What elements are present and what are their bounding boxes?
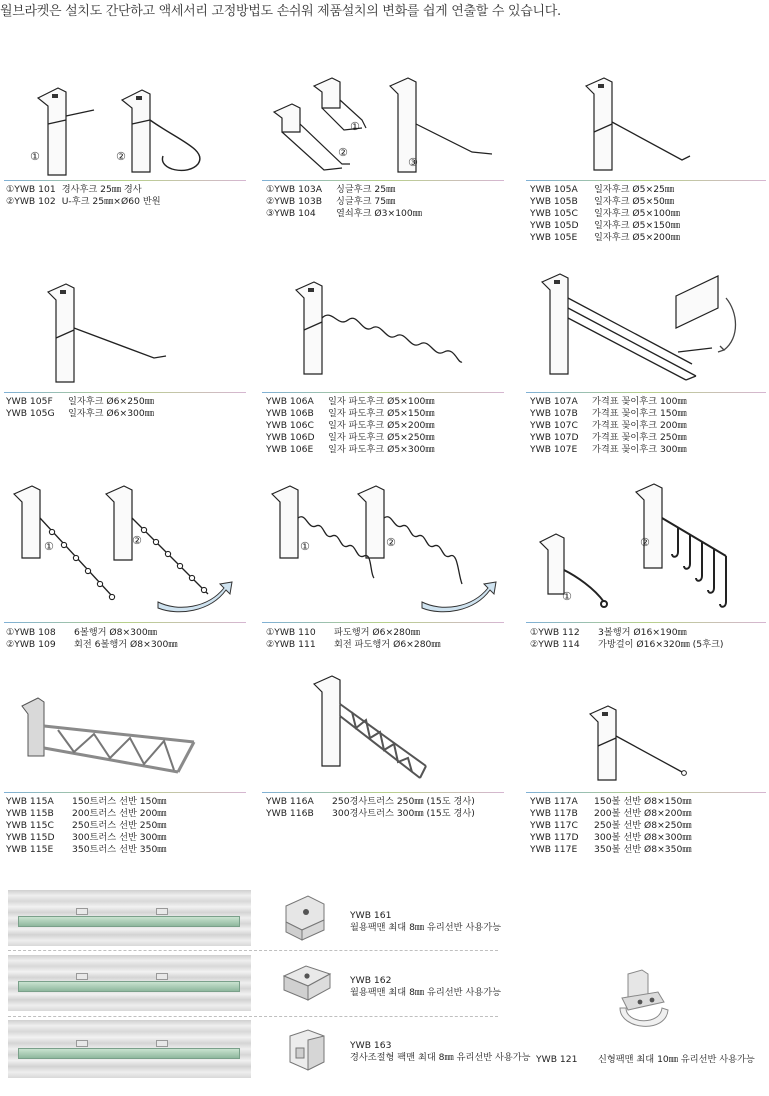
clip-bracket [156, 1040, 168, 1047]
clip-code: YWB 161 [350, 910, 392, 921]
product-desc: 일자 파도후크 Ø5×150㎜ [328, 408, 435, 419]
product-code: ②YWB 111 [266, 639, 316, 650]
product-code: YWB 105E [530, 232, 578, 243]
product-desc: 300볼 선반 Ø8×300㎜ [594, 832, 692, 843]
glass-shelf-photo-1 [8, 890, 251, 946]
product-code: YWB 106B [266, 408, 314, 419]
product-code: YWB 105D [530, 220, 579, 231]
product-code: YWB 117A [530, 796, 578, 807]
spec-list-ywb105f-g [6, 396, 154, 420]
spec-list-ywb106a-e [266, 396, 435, 456]
divider [526, 622, 766, 623]
product-desc: 일자후크 Ø5×200㎜ [594, 232, 680, 243]
spec-list-ywb105a-e [530, 184, 680, 244]
product-illustration-ywb110-111 [262, 478, 502, 620]
clip-bracket [156, 973, 168, 980]
spec-list-ywb110-111 [266, 627, 441, 651]
product-code: YWB 117B [530, 808, 578, 819]
product-code: YWB 107E [530, 444, 578, 455]
product-code: YWB 107D [530, 432, 579, 443]
clip-desc: 월용팩맨 최대 8㎜ 유리선반 사용가능 [350, 922, 501, 933]
glass-pane [18, 916, 240, 927]
product-illustration-ywb117 [526, 700, 766, 790]
product-desc: 250볼 선반 Ø8×250㎜ [594, 820, 692, 831]
clip-code: YWB 162 [350, 975, 392, 986]
product-code: YWB 115A [6, 796, 54, 807]
product-desc: 일자 파도후크 Ø5×200㎜ [328, 420, 435, 431]
product-code: YWB 117C [530, 820, 578, 831]
product-desc: 일자 파도후크 Ø5×300㎜ [328, 444, 435, 455]
marker-2: ② [640, 536, 650, 549]
product-code: YWB 105A [530, 184, 578, 195]
product-desc: 일자후크 Ø6×300㎜ [68, 408, 154, 419]
product-code: YWB 105G [6, 408, 55, 419]
clip-code: YWB 121 [536, 1054, 578, 1065]
product-illustration-ywb107a-e [526, 268, 766, 390]
hook-drawing [526, 268, 766, 390]
divider [262, 392, 504, 393]
clip-bracket [76, 973, 88, 980]
product-code: YWB 115E [6, 844, 54, 855]
product-code: YWB 105B [530, 196, 578, 207]
spec-list-ywb108-109 [6, 627, 178, 651]
product-desc: 300트러스 선반 300㎜ [72, 832, 167, 843]
divider [526, 392, 766, 393]
marker-1: ① [300, 540, 310, 553]
clip-desc: 경사조절형 팩맨 최대 8㎜ 유리선반 사용가능 [350, 1052, 531, 1063]
product-desc: 200트러스 선반 200㎜ [72, 808, 167, 819]
hook-drawing [526, 700, 766, 790]
divider [4, 392, 246, 393]
glass-pane [18, 981, 240, 992]
product-desc: 일자후크 Ø5×25㎜ [594, 184, 675, 195]
hook-drawing [8, 278, 248, 390]
product-desc: 350트러스 선반 350㎜ [72, 844, 167, 855]
product-desc: 일자 파도후크 Ø5×250㎜ [328, 432, 435, 443]
product-desc: 6볼행거 Ø8×300㎜ [74, 627, 157, 638]
product-desc: 싱글후크 75㎜ [336, 196, 396, 207]
hook-drawing [262, 670, 502, 790]
clip-ywb162-image [280, 960, 334, 1006]
divider [4, 792, 246, 793]
product-desc: 3볼행거 Ø16×190㎜ [598, 627, 687, 638]
product-desc: 150볼 선반 Ø8×150㎜ [594, 796, 692, 807]
hook-drawing [526, 74, 766, 180]
product-illustration-ywb103-104 [262, 72, 502, 180]
product-code: YWB 105F [6, 396, 53, 407]
divider [4, 622, 246, 623]
clip-ywb162-label [350, 975, 501, 999]
product-code: ①YWB 112 [530, 627, 580, 638]
product-desc: 회전 6볼행거 Ø8×300㎜ [74, 639, 178, 650]
product-code: YWB 106D [266, 432, 315, 443]
product-desc: 경사후크 25㎜ 경사 [61, 184, 142, 195]
product-illustration-ywb115 [8, 692, 248, 790]
product-desc: 300경사트러스 300㎜ (15도 경사) [332, 808, 475, 819]
product-code: YWB 107B [530, 408, 578, 419]
clip-bracket [76, 908, 88, 915]
clip-ywb163-label [350, 1040, 531, 1064]
product-code: YWB 107C [530, 420, 578, 431]
product-code: YWB 106E [266, 444, 314, 455]
product-code: YWB 115C [6, 820, 54, 831]
clip-bracket [156, 908, 168, 915]
product-desc: 회전 파도행거 Ø6×280㎜ [334, 639, 441, 650]
product-desc: 일자후크 Ø5×150㎜ [594, 220, 680, 231]
marker-1: ① [44, 540, 54, 553]
clip-desc: 월용팩맨 최대 8㎜ 유리선반 사용가능 [350, 987, 501, 998]
divider [4, 180, 246, 181]
product-illustration-ywb101-102 [8, 80, 248, 180]
product-code: YWB 106C [266, 420, 314, 431]
product-desc: 일자 파도후크 Ø5×100㎜ [328, 396, 435, 407]
product-illustration-ywb105f-g [8, 278, 248, 390]
product-desc: 가격표 꽂이후크 100㎜ [592, 396, 687, 407]
marker-2: ② [132, 534, 142, 547]
product-code: YWB 116B [266, 808, 314, 819]
product-desc: 가격표 꽂이후크 200㎜ [592, 420, 687, 431]
marker-2: ② [116, 150, 126, 163]
marker-2: ② [386, 536, 396, 549]
spec-list-ywb103-104 [266, 184, 422, 220]
divider [526, 792, 766, 793]
clip-ywb121-image [612, 968, 676, 1048]
product-code: ②YWB 114 [530, 639, 580, 650]
product-desc: 200볼 선반 Ø8×200㎜ [594, 808, 692, 819]
clip-ywb121-label [536, 1054, 755, 1066]
clip-ywb163-image [284, 1026, 330, 1076]
product-code: YWB 117D [530, 832, 579, 843]
spec-list-ywb116 [266, 796, 475, 820]
hook-drawing [262, 478, 502, 620]
product-desc: 250트러스 선반 250㎜ [72, 820, 167, 831]
hook-drawing [262, 278, 502, 390]
marker-3: ③ [408, 156, 418, 169]
spec-list-ywb112-114 [530, 627, 723, 651]
product-desc: 열쇠후크 Ø3×100㎜ [336, 208, 422, 219]
hook-drawing [8, 80, 248, 180]
clip-bracket [76, 1040, 88, 1047]
product-illustration-ywb106a-e [262, 278, 502, 390]
intro-text: 월브라켓은 설치도 간단하고 액세서리 고정방법도 손쉬워 제품설치의 변화를 쉽게 연출할 수 있습니다. [0, 4, 561, 19]
product-code: YWB 106A [266, 396, 314, 407]
glass-shelf-photo-3 [8, 1020, 251, 1078]
product-illustration-ywb112-114 [526, 478, 766, 620]
glass-shelf-photo-2 [8, 955, 251, 1011]
product-code: YWB 107A [530, 396, 578, 407]
divider [262, 180, 504, 181]
product-code: ②YWB 109 [6, 639, 56, 650]
clip-ywb161-image [280, 892, 330, 942]
row-separator [8, 950, 498, 951]
product-code: YWB 115D [6, 832, 55, 843]
product-desc: 가격표 꽂이후크 300㎜ [592, 444, 687, 455]
marker-1: ① [30, 150, 40, 163]
divider [262, 792, 504, 793]
product-code: YWB 117E [530, 844, 578, 855]
product-code: ①YWB 101 [6, 184, 56, 195]
clip-code: YWB 163 [350, 1040, 392, 1051]
product-desc: 파도행거 Ø6×280㎜ [334, 627, 420, 638]
divider [262, 622, 504, 623]
product-code: YWB 116A [266, 796, 314, 807]
marker-1: ① [562, 590, 572, 603]
product-code: ①YWB 103A [266, 184, 322, 195]
hook-drawing [262, 72, 502, 180]
product-desc: 350볼 선반 Ø8×350㎜ [594, 844, 692, 855]
spec-list-ywb101-102 [6, 184, 161, 208]
product-desc: 가방걸이 Ø16×320㎜ (5후크) [598, 639, 724, 650]
product-desc: 가격표 꽂이후크 250㎜ [592, 432, 687, 443]
product-code: ②YWB 103B [266, 196, 322, 207]
product-illustration-ywb108-109 [8, 478, 248, 620]
product-code: YWB 105C [530, 208, 578, 219]
divider [526, 180, 766, 181]
spec-list-ywb107a-e [530, 396, 687, 456]
product-desc: 일자후크 Ø6×250㎜ [68, 396, 154, 407]
product-code: ②YWB 102 [6, 196, 56, 207]
marker-2: ② [338, 146, 348, 159]
spec-list-ywb117 [530, 796, 692, 856]
product-desc: 싱글후크 25㎜ [336, 184, 396, 195]
hook-drawing [8, 692, 248, 790]
marker-1: ① [350, 120, 360, 133]
product-code: ①YWB 108 [6, 627, 56, 638]
product-desc: U-후크 25㎜×Ø60 반원 [61, 196, 161, 207]
product-code: ③YWB 104 [266, 208, 316, 219]
product-illustration-ywb116 [262, 670, 502, 790]
clip-ywb161-label [350, 910, 501, 934]
product-desc: 250경사트러스 250㎜ (15도 경사) [332, 796, 475, 807]
product-desc: 일자후크 Ø5×50㎜ [594, 196, 675, 207]
spec-list-ywb115 [6, 796, 166, 856]
product-code: ①YWB 110 [266, 627, 316, 638]
product-illustration-ywb105a-e [526, 74, 766, 180]
clip-desc: 신형팩맨 최대 10㎜ 유리선반 사용가능 [598, 1054, 755, 1065]
product-code: YWB 115B [6, 808, 54, 819]
glass-pane [18, 1048, 240, 1059]
product-desc: 150트러스 선반 150㎜ [72, 796, 167, 807]
product-desc: 가격표 꽂이후크 150㎜ [592, 408, 687, 419]
product-desc: 일자후크 Ø5×100㎜ [594, 208, 680, 219]
row-separator [8, 1016, 498, 1017]
